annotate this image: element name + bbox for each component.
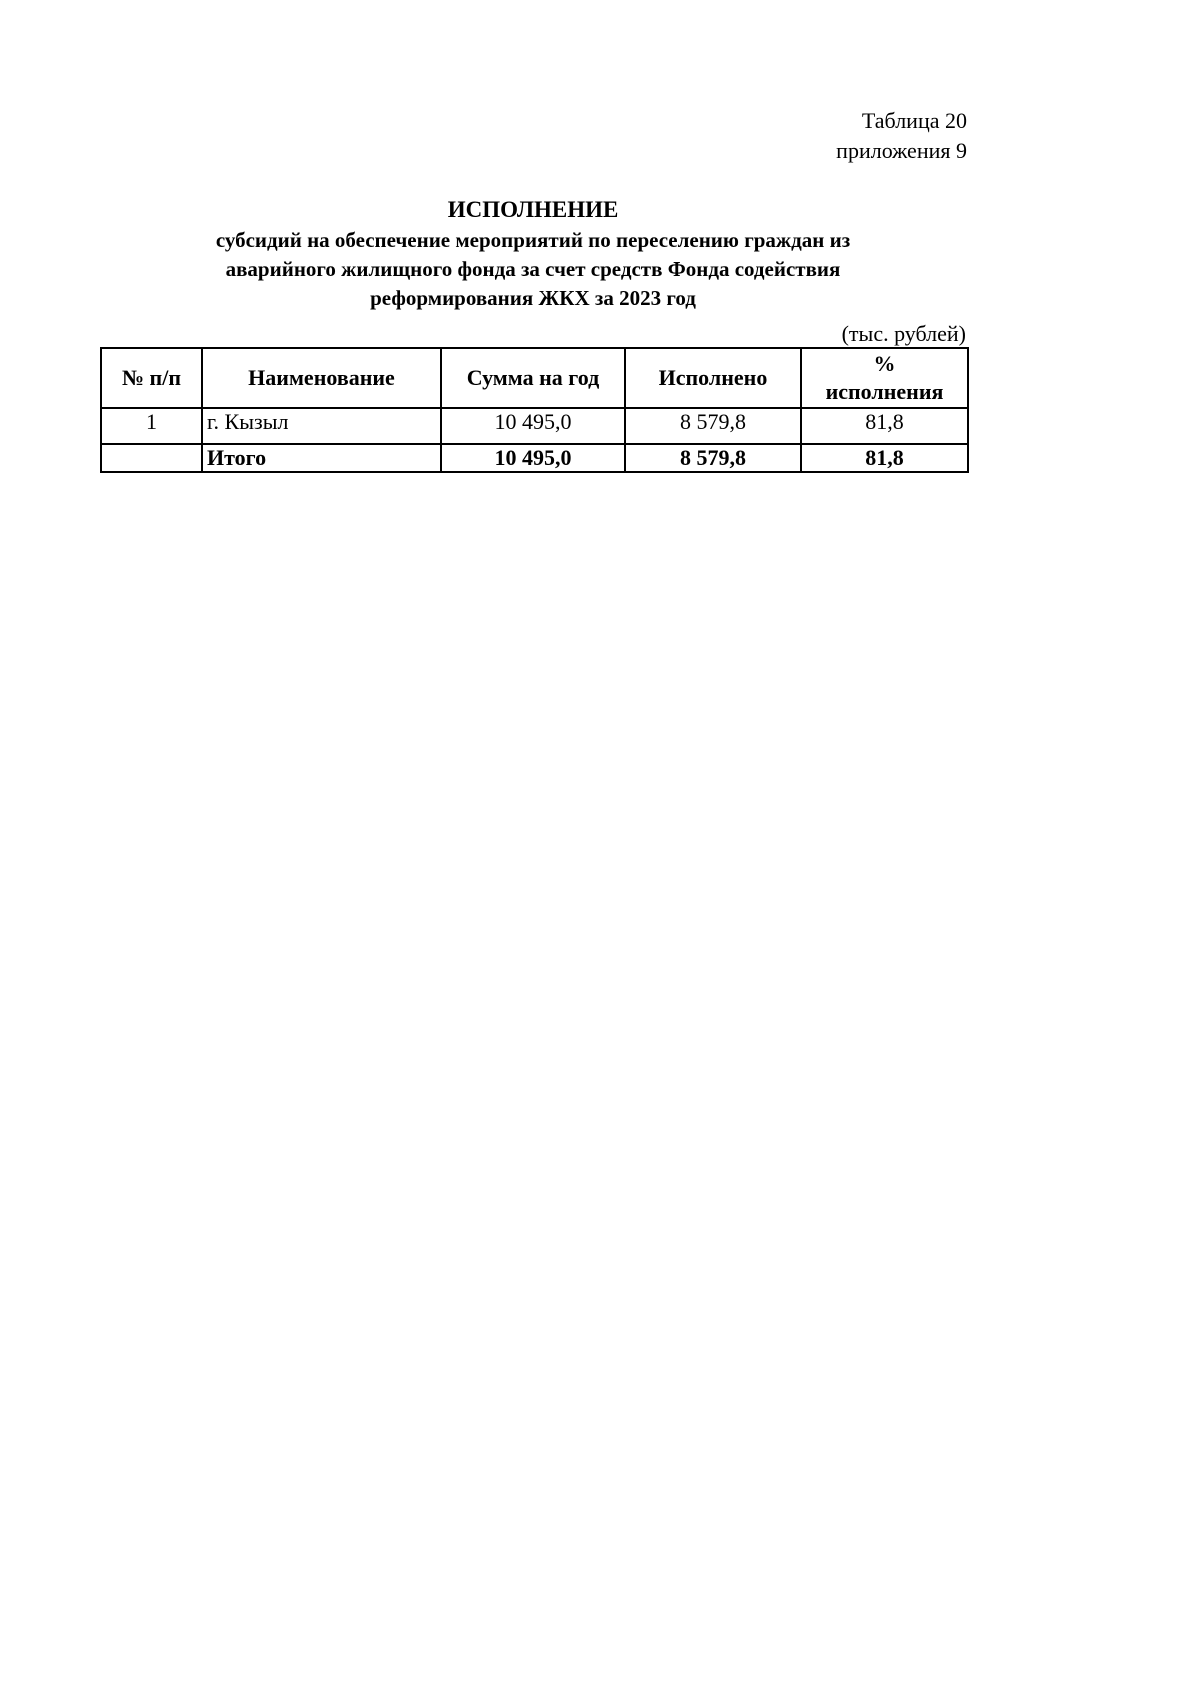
header-percent-symbol: % bbox=[873, 351, 896, 376]
table-row bbox=[101, 408, 968, 444]
table-header-row bbox=[101, 348, 968, 408]
header-percent-label: исполнения bbox=[825, 379, 944, 404]
header-percent bbox=[801, 348, 968, 408]
header-number: № п/п bbox=[101, 348, 202, 408]
header-executed: Исполнено bbox=[625, 348, 801, 408]
total-annual-sum: 10 495,0 bbox=[441, 444, 625, 472]
table-number-label: Таблица 20 bbox=[861, 108, 967, 133]
total-executed: 8 579,8 bbox=[625, 444, 801, 472]
title-line-3: реформирования ЖКХ за 2023 год bbox=[370, 286, 696, 310]
title-heading: ИСПОЛНЕНИЕ bbox=[447, 197, 619, 222]
cell-name: г. Кызыл bbox=[202, 408, 441, 444]
total-number bbox=[101, 444, 202, 472]
appendix-label: приложения 9 bbox=[836, 138, 967, 163]
units-label: (тыс. рублей) bbox=[841, 321, 966, 346]
execution-table bbox=[100, 347, 969, 473]
total-percent: 81,8 bbox=[801, 444, 968, 472]
header-name: Наименование bbox=[202, 348, 441, 408]
cell-annual-sum: 10 495,0 bbox=[441, 408, 625, 444]
cell-executed: 8 579,8 bbox=[625, 408, 801, 444]
total-label: Итого bbox=[202, 444, 441, 472]
document-title bbox=[100, 194, 966, 313]
table-reference bbox=[836, 106, 967, 166]
header-annual-sum: Сумма на год bbox=[441, 348, 625, 408]
cell-number: 1 bbox=[101, 408, 202, 444]
title-line-1: субсидий на обеспечение мероприятий по переселению граждан из bbox=[215, 228, 851, 252]
cell-percent: 81,8 bbox=[801, 408, 968, 444]
title-line-2: аварийного жилищного фонда за счет средств Фонда содействия bbox=[225, 257, 841, 281]
total-row bbox=[101, 444, 968, 472]
